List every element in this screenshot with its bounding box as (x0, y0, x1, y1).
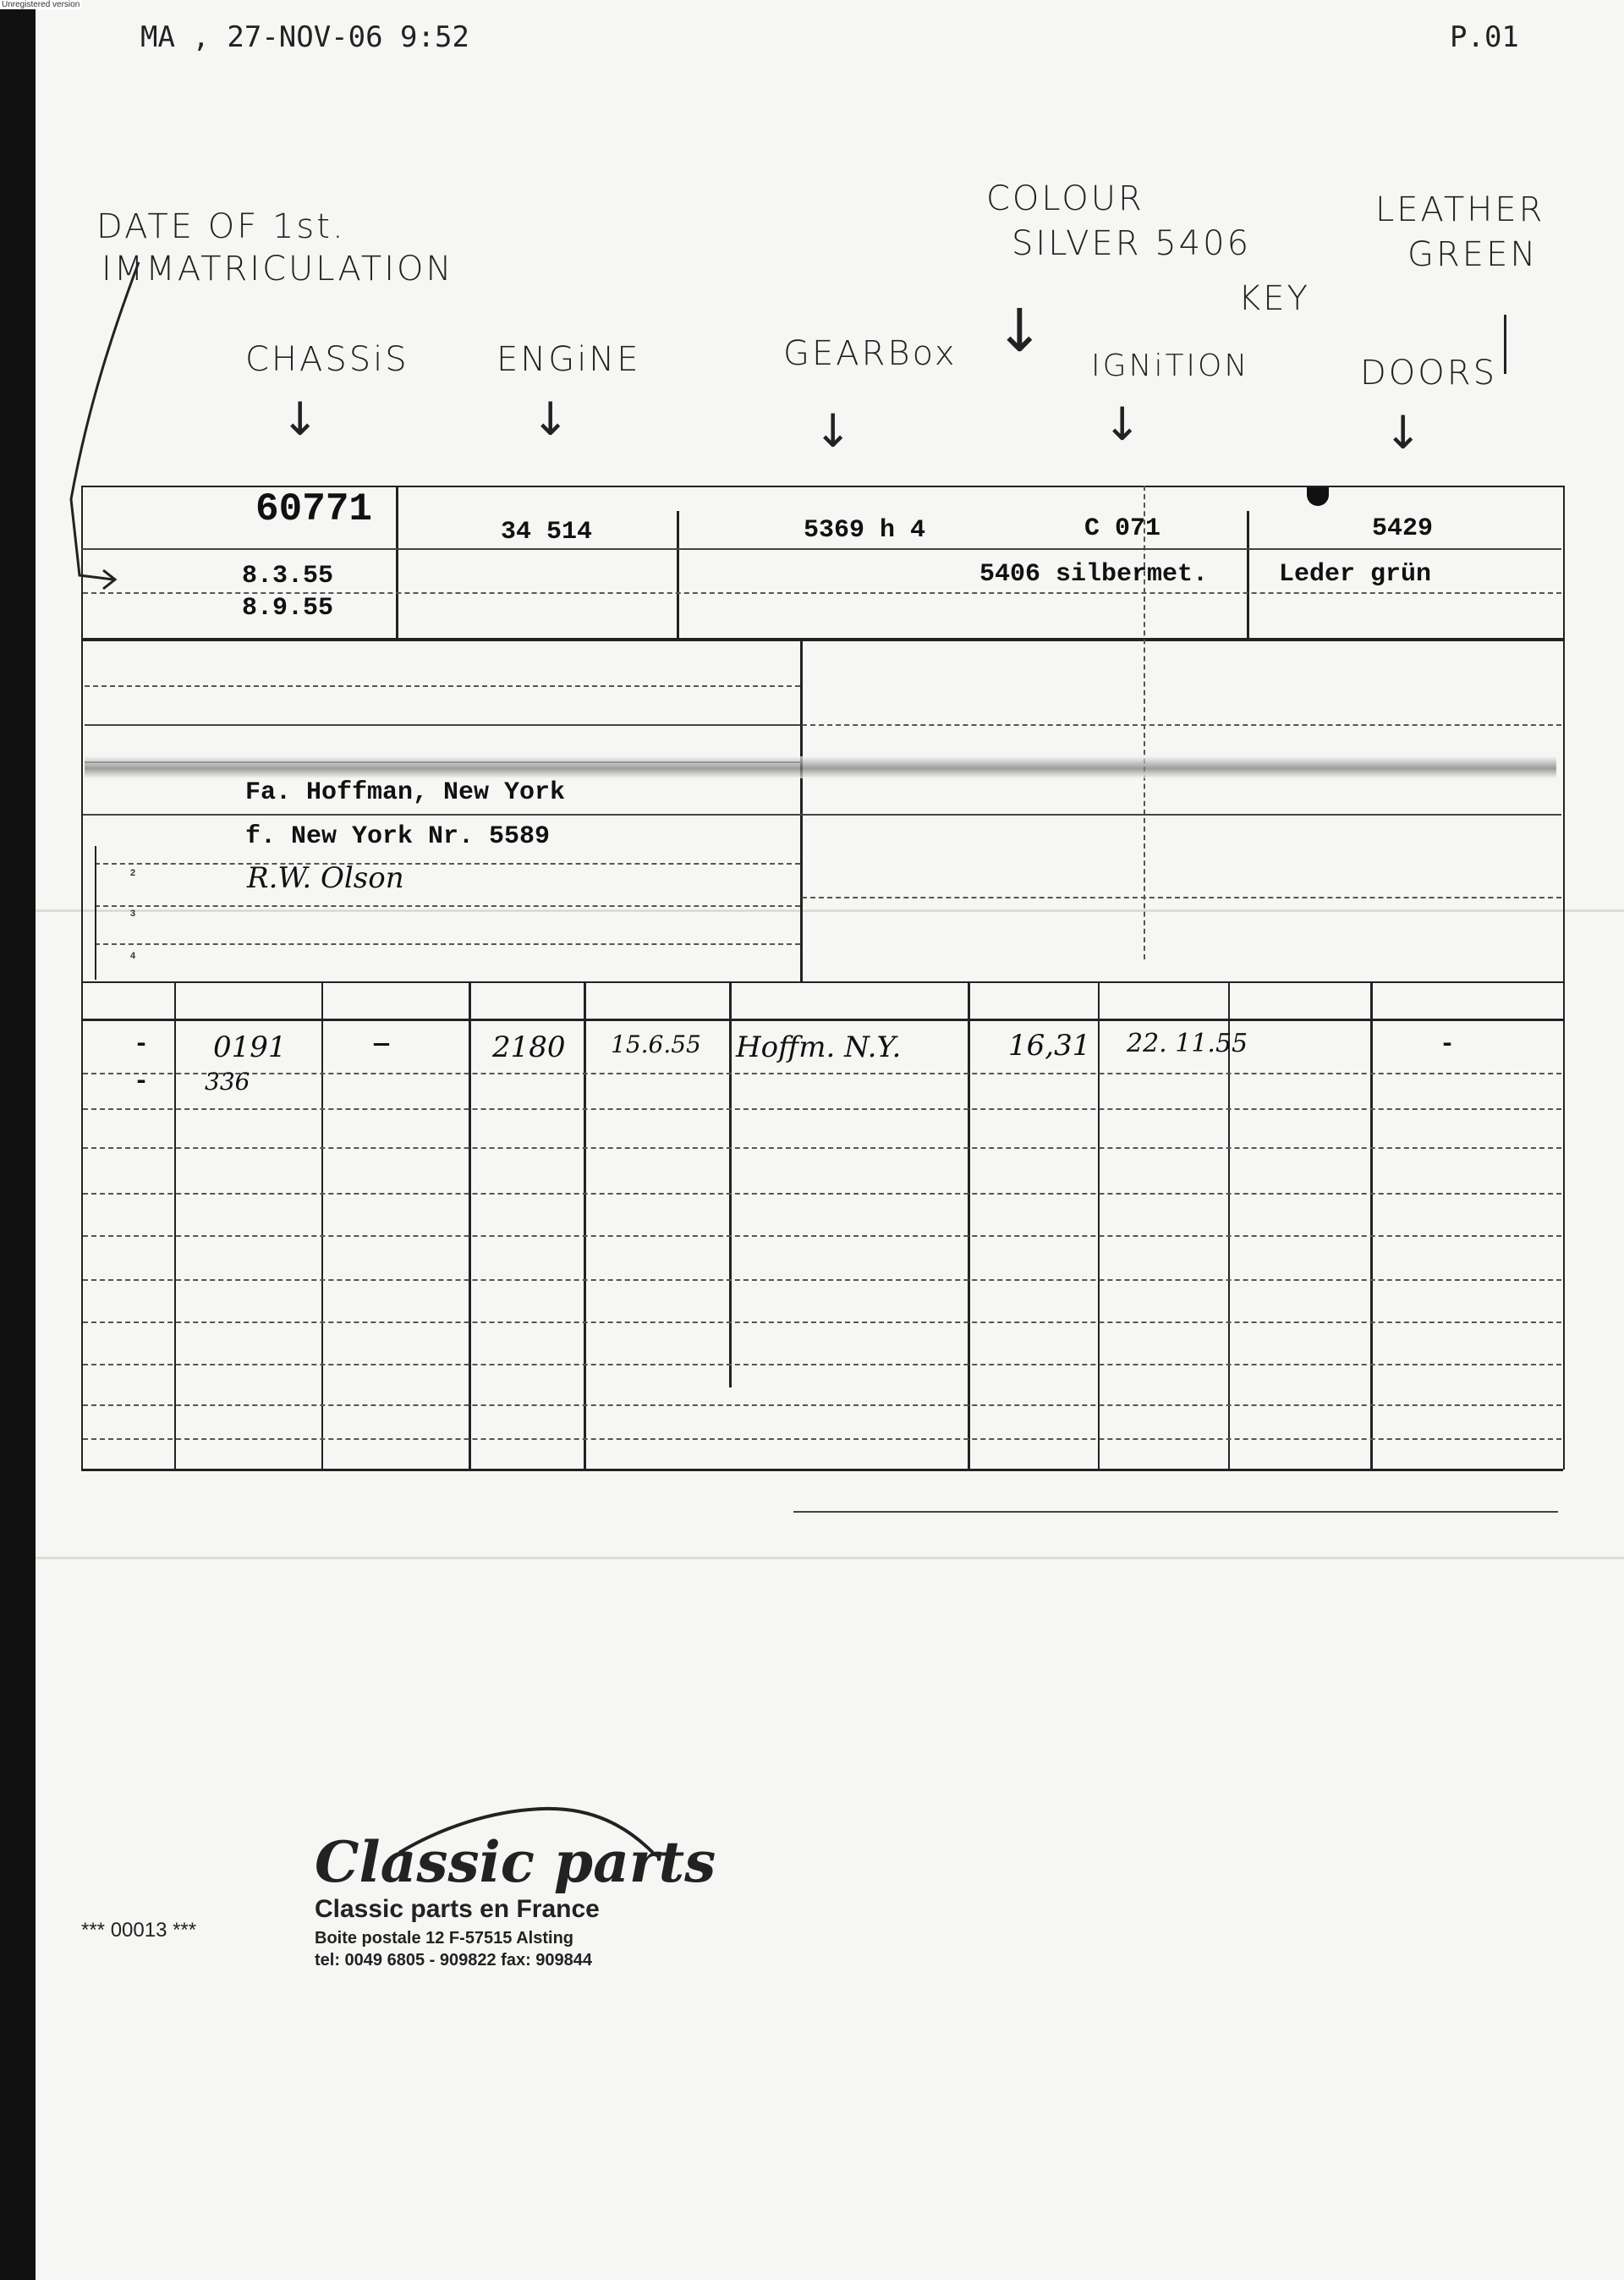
table-row-line (83, 1108, 1561, 1110)
cell-row1-col7: 16,31 (1008, 1029, 1091, 1063)
arrow-down-icon: ↓ (1103, 398, 1142, 451)
company-logo: Classic parts (315, 1829, 716, 1895)
annotation-key: KEY (1238, 279, 1310, 318)
table-row-line (83, 1147, 1561, 1149)
form-row-line (95, 943, 800, 945)
arrow-down-icon: ↓ (995, 296, 1045, 365)
cell-row2-col2: 336 (205, 1068, 250, 1096)
watermark-label: Unregistered version (2, 0, 80, 9)
fax-datetime: MA , 27-NOV-06 9:52 (140, 20, 469, 54)
annotation-gearbox: GEARBox (783, 334, 957, 373)
form-row-line (85, 685, 800, 687)
form-row-line (95, 905, 800, 907)
table-col-line (584, 981, 586, 1469)
form-divider (677, 511, 679, 640)
company-address: Boite postale 12 F-57515 Alsting (315, 1929, 574, 1948)
table-row-line (83, 1279, 1561, 1281)
form-row-line (83, 814, 1561, 816)
form-row-line (802, 897, 1561, 898)
form-divider (800, 638, 803, 981)
arrow-down-icon: ↓ (281, 393, 320, 446)
cell-row1-col1: - (134, 1030, 150, 1059)
annotation-immatriculation: IMMATRICULATION (102, 250, 454, 288)
annotation-engine: ENGiNE (497, 340, 641, 379)
table-row-line (83, 1404, 1561, 1406)
arrow-down-icon: ↓ (1384, 406, 1423, 459)
cell-row1-col8: 22. 11.55 (1127, 1029, 1248, 1058)
form-row-line (85, 724, 800, 726)
annotation-chassis: CHASSiS (245, 340, 409, 379)
engine-number: 34 514 (501, 518, 593, 547)
gearbox-number: 5369 h 4 (804, 516, 926, 545)
table-row-line (83, 1193, 1561, 1195)
annotation-colour: COLOUR (986, 179, 1144, 218)
annotation-stroke (1504, 315, 1506, 374)
annotation-green: GREEN (1407, 235, 1539, 274)
annotation-silver: SILVER 5406 (1012, 224, 1252, 263)
table-row-line (83, 1321, 1561, 1323)
interior-value: Leder grün (1279, 560, 1432, 589)
annotation-date-first: DATE OF 1st. (96, 207, 346, 246)
colour-value: 5406 silbermet. (979, 560, 1209, 589)
table-col-line (469, 981, 471, 1469)
warranty-until: 8.9.55 (242, 594, 334, 623)
cell-row1-col4: 2180 (492, 1030, 566, 1064)
form-middle-box (81, 638, 1565, 983)
dealer-line-2: f. New York Nr. 5589 (245, 822, 551, 851)
annotation-doors: DOORS (1360, 354, 1497, 393)
form-divider (95, 846, 96, 980)
chassis-number: 60771 (255, 487, 373, 531)
table-row-line (83, 1364, 1561, 1365)
date-registered: 8.3.55 (242, 562, 334, 591)
form-row-line (802, 724, 1561, 726)
table-col-line (1098, 981, 1100, 1469)
row-number: 3 (130, 909, 136, 919)
cell-row1-col2: 0191 (213, 1030, 287, 1064)
table-col-line (729, 981, 732, 1387)
cell-row1-col5: 15.6.55 (611, 1030, 701, 1058)
row-number: 4 (130, 951, 136, 961)
table-col-line (321, 981, 323, 1469)
dealer-line-1: Fa. Hoffman, New York (245, 778, 566, 807)
form-row-line (95, 863, 800, 865)
service-table-bottom-line (81, 1469, 1563, 1471)
table-col-line (174, 981, 176, 1469)
table-row-line (83, 1073, 1561, 1074)
form-divider (396, 486, 398, 640)
cell-row1-col3: — (374, 1030, 390, 1059)
table-col-line (968, 981, 970, 1469)
service-table-header-line (81, 1019, 1563, 1021)
document-number: *** 00013 *** (81, 1919, 197, 1942)
form-row-line (81, 548, 1561, 550)
annotation-ignition: IGNiTION (1091, 349, 1250, 383)
cell-row1-col6: Hoffm. N.Y. (736, 1030, 902, 1064)
table-row-line (83, 1438, 1561, 1440)
table-row-line (83, 1235, 1561, 1237)
company-name: Classic parts en France (315, 1895, 600, 1923)
ignition-number: C 071 (1084, 514, 1161, 543)
fax-page-number: P.01 (1450, 20, 1519, 54)
table-col-line (1370, 981, 1373, 1469)
paper-fold (36, 1557, 1624, 1559)
annotation-leather: LEATHER (1375, 190, 1545, 229)
arrow-down-icon: ↓ (814, 404, 853, 458)
door-key-number: 5429 (1372, 514, 1434, 543)
trailing-line (793, 1511, 1558, 1513)
company-phone: tel: 0049 6805 - 909822 fax: 909844 (315, 1951, 593, 1970)
form-divider (1247, 511, 1249, 640)
fold-smudge (85, 756, 1556, 778)
row-number: 2 (130, 868, 136, 878)
fax-page (36, 0, 1624, 2280)
owner-name: R.W. Olson (247, 861, 404, 895)
cell-row1-col10: - (1440, 1030, 1456, 1059)
arrow-down-icon: ↓ (531, 393, 570, 446)
cell-row2-col1: - (134, 1068, 150, 1096)
